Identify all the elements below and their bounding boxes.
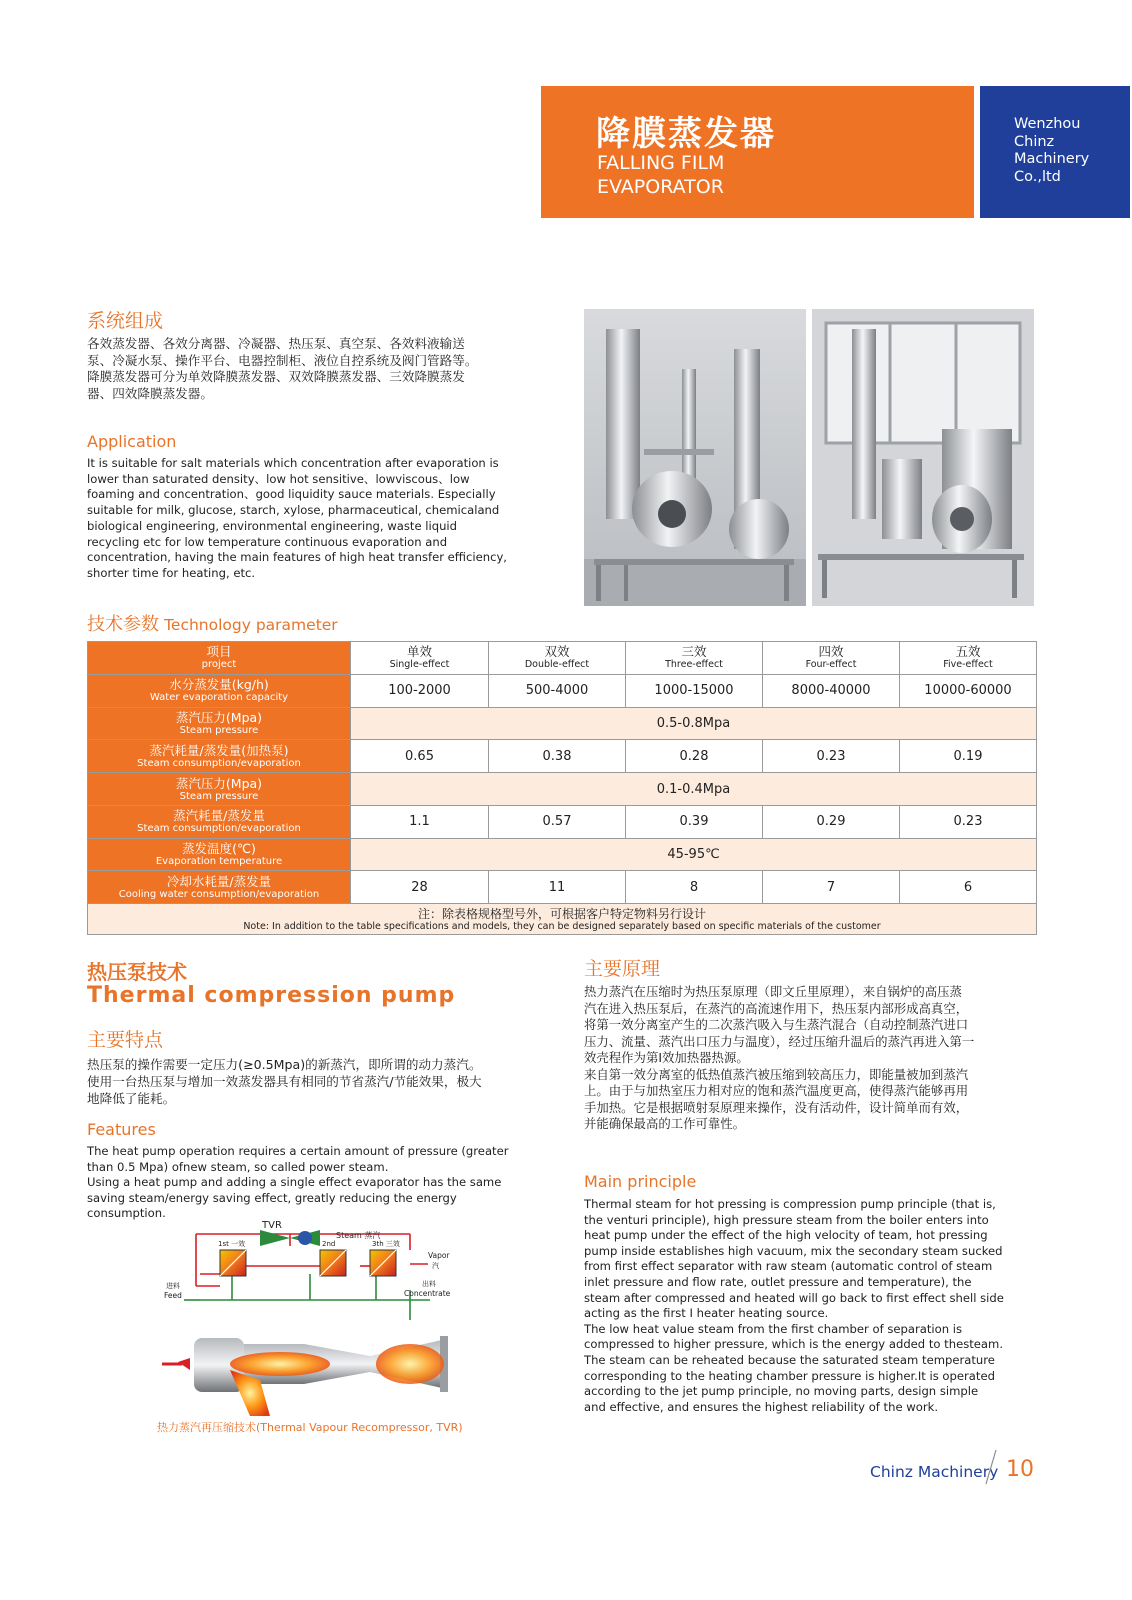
table-row [88,773,1037,806]
footer-divider [984,1449,998,1485]
text-line: 泵、冷凝水泵、操作平台、电器控制柜、液位自控系统及阀门管路等。 [87,352,478,368]
row-label: 蒸汽压力(Mpa) Steam pressure [88,773,351,806]
tech-heading [87,610,338,636]
table-cell: 0.39 [626,805,763,838]
text-line: foaming and concentration、good liquidity sauce materials. Especially [87,487,496,502]
row-label: 蒸发温度(℃) Evaporation temperature [88,838,351,871]
text-line: 压力、流量、蒸汽出口压力与温度），经过压缩升温后的蒸汽再进入第一 [584,1033,975,1049]
table-cell: 100-2000 [351,674,489,707]
second-effect-label: 2nd [322,1240,336,1248]
table-cell: 8 [626,871,763,904]
features-heading-en: Features [87,1120,156,1139]
col-header: 五效 Five-effect [900,642,1037,675]
col-header: 三效 Three-effect [626,642,763,675]
table-row [88,871,1037,904]
text-line: suitable for milk, glucose, starch, xylose, pharmaceutical, chemicaland [87,503,500,518]
text-line: the venturi principle), high pressure steam from the boiler enters into [584,1212,989,1227]
concentrate-label-cn: 出料 [422,1280,436,1288]
tvr-label: TVR [262,1220,282,1231]
table-cell: 8000-40000 [763,674,900,707]
text-line: from first effect separator with raw steam (automatic control of steam [584,1259,993,1274]
company-line: Co.,ltd [1014,168,1061,185]
table-cell: 10000-60000 [900,674,1037,707]
text-line: corresponding to the heating chamber pressure is higher.It is operated [584,1368,995,1383]
features-cn-text [87,1056,542,1107]
principle-heading-cn: 主要原理 [584,958,661,980]
text-line: saving steam/energy saving effect, greatly reducing the energy [87,1190,457,1205]
text-line: shorter time for heating, etc. [87,565,256,580]
table-cell-span: 0.5-0.8Mpa [351,707,1037,740]
pump-heading-cn: 热压泵技术 [87,960,187,984]
table-note-row [88,904,1037,935]
table-cell-span: 0.1-0.4Mpa [351,773,1037,806]
tech-heading-en: Technology parameter [164,616,338,634]
text-line: Using a heat pump and adding a single effect evaporator has the same [87,1175,502,1190]
text-line: than 0.5 Mpa) ofnew steam, so called power steam. [87,1159,389,1174]
text-line: compressed to higher pressure, which is the energy added to thesteam. [584,1337,1004,1352]
evaporator-photo-2 [812,309,1034,606]
text-line: 来自第一效分离室的低热值蒸汽被压缩到较高压力，即能量被加到蒸汽 [584,1066,969,1082]
vapor-label-cn: 汽 [432,1262,439,1270]
page-title-en-line1: FALLING FILM [597,152,725,174]
col-header: 双效 Double-effect [489,642,626,675]
text-line: 各效蒸发器、各效分离器、冷凝器、热压泵、真空泵、各效料液输送 [87,336,465,351]
table-cell: 6 [900,871,1037,904]
concentrate-label-en: Concentrate [404,1289,451,1298]
steam-label: Steam 蒸汽 [336,1231,381,1240]
table-row [88,674,1037,707]
principle-en-text [584,1197,1036,1415]
text-line: 使用一台热压泵与增加一效蒸发器具有相同的节省蒸汽/节能效果，极大 [87,1074,482,1089]
text-line: acting as the first I heater heating source. [584,1306,829,1321]
text-line: recycling etc for low temperature continuous evaporation and [87,534,448,549]
system-heading: 系统组成 [87,310,164,332]
table-cell: 7 [763,871,900,904]
text-line: steam after compressed and heated will go back to first effect shell side [584,1290,1004,1305]
text-line: according to the jet pump principle, no moving parts, design simple [584,1384,979,1399]
table-cell-span: 45-95℃ [351,838,1037,871]
table-cell: 0.65 [351,740,489,773]
text-line: 手加热。它是根据喷射泵原理来操作，没有活动件，设计简单而有效， [584,1099,969,1115]
vapor-label-en: Vapor [428,1251,450,1260]
text-line: It is suitable for salt materials which concentration after evaporation is [87,456,499,470]
page-number: 10 [1006,1457,1034,1482]
principle-cn-text [584,984,1036,1133]
diagram-caption: 热力蒸汽再压缩技术(Thermal Vapour Recompressor, TVR) [157,1421,463,1434]
col-header: 四效 Four-effect [763,642,900,675]
table-row [88,740,1037,773]
table-cell: 0.23 [900,805,1037,838]
table-cell: 28 [351,871,489,904]
text-line: 汽在进入热压泵后，在蒸汽的高流速作用下，热压泵内部形成高真空， [584,1000,969,1016]
text-line: 热压泵的操作需要一定压力(≥0.5Mpa)的新蒸汽，即所谓的动力蒸汽。 [87,1057,482,1072]
table-row [88,838,1037,871]
text-line: The heat pump operation requires a certain amount of pressure (greater [87,1144,509,1158]
text-line: lower than saturated density、low hot sensitive、lowviscous、low [87,471,470,486]
col-header: 单效 Single-effect [351,642,489,675]
footer-brand: Chinz Machinery [870,1463,999,1481]
tvr-diagram [160,1220,480,1416]
text-line: consumption. [87,1206,166,1221]
text-line: 上。由于与加热室压力相对应的饱和蒸汽温度更高，使得蒸汽能够再用 [584,1083,969,1098]
table-row [88,805,1037,838]
text-line: 效壳程作为第I效加热器热源。 [584,1050,749,1065]
company-name [1014,116,1089,186]
table-cell: 1.1 [351,805,489,838]
table-cell: 500-4000 [489,674,626,707]
company-line: Machinery [1014,151,1090,167]
text-line: inlet pressure and flow rate, outlet pressure and temperature), the [584,1274,972,1289]
row-label: 蒸汽耗量/蒸发量(加热泵) Steam consumption/evaporation [88,740,351,773]
table-cell: 0.29 [763,805,900,838]
feed-label-cn: 进料 [166,1282,180,1290]
spec-table [87,641,1037,935]
text-line: 降膜蒸发器可分为单效降膜蒸发器、双效降膜蒸发器、三效降膜蒸发 [87,369,465,384]
page-title-en-line2: EVAPORATOR [597,176,724,198]
third-effect-label: 3th 三效 [372,1240,400,1248]
table-cell: 0.19 [900,740,1037,773]
table-row [88,707,1037,740]
table-cell: 0.57 [489,805,626,838]
company-line: Chinz [1014,133,1055,150]
text-line: and effective, and ensures the highest reliability of the work. [584,1399,939,1414]
pump-heading-en: Thermal compression pump [87,983,456,1008]
principle-heading-en: Main principle [584,1172,697,1191]
application-text [87,456,542,582]
text-line: 热力蒸汽在压缩时为热压泵原理（即文丘里原理），来自锅炉的高压蒸 [584,984,962,999]
evaporator-photo-1 [584,309,806,606]
application-heading: Application [87,432,177,451]
text-line: The steam can be reheated because the saturated steam temperature [584,1352,995,1367]
feed-label-en: Feed [164,1291,182,1300]
row-label: 水分蒸发量(kg/h) Water evaporation capacity [88,674,351,707]
page-title-cn: 降膜蒸发器 [596,114,776,154]
table-cell: 11 [489,871,626,904]
text-line: 地降低了能耗。 [87,1091,176,1106]
text-line: biological engineering, environmental engineering, waste liquid [87,518,458,533]
text-line: concentration, having the main features of high heat transfer efficiency, [87,550,507,565]
row-label: 蒸汽耗量/蒸发量 Steam consumption/evaporation [88,805,351,838]
text-line: pump inside establishes high vacuum, mix the secondary steam sucked [584,1243,1003,1258]
table-cell: 1000-15000 [626,674,763,707]
table-cell: 0.23 [763,740,900,773]
system-text [87,336,542,402]
text-line: Thermal steam for hot pressing is compression pump principle (that is, [584,1197,996,1211]
text-line: 器、四效降膜蒸发器。 [87,385,213,401]
text-line: 并能确保最高的工作可靠性。 [584,1116,746,1131]
row-label: 蒸汽压力(Mpa) Steam pressure [88,707,351,740]
text-line: heat pump under the effect of the high velocity of team, hot pressing [584,1228,988,1243]
row-label: 冷却水耗量/蒸发量 Cooling water consumption/evaporation [88,871,351,904]
features-heading-cn: 主要特点 [87,1029,164,1051]
company-line: Wenzhou [1014,116,1081,132]
table-cell: 0.38 [489,740,626,773]
first-effect-label: 1st 一效 [218,1240,246,1248]
tech-heading-cn: 技术参数 [87,614,159,635]
text-line: 将第一效分离室产生的二次蒸汽吸入与生蒸汽混合（自动控制蒸汽进口 [584,1017,969,1032]
table-cell: 0.28 [626,740,763,773]
features-en-text [87,1144,542,1222]
table-note: 注：除表格规格型号外，可根据客户特定物料另行设计 Note: In addition to the table specifications and models, they can be designed separately based on specific materials of the customer [88,904,1037,935]
text-line: The low heat value steam from the first chamber of separation is [584,1321,963,1336]
col-header-project: 项目 project [88,642,351,675]
table-header-row [88,642,1037,675]
